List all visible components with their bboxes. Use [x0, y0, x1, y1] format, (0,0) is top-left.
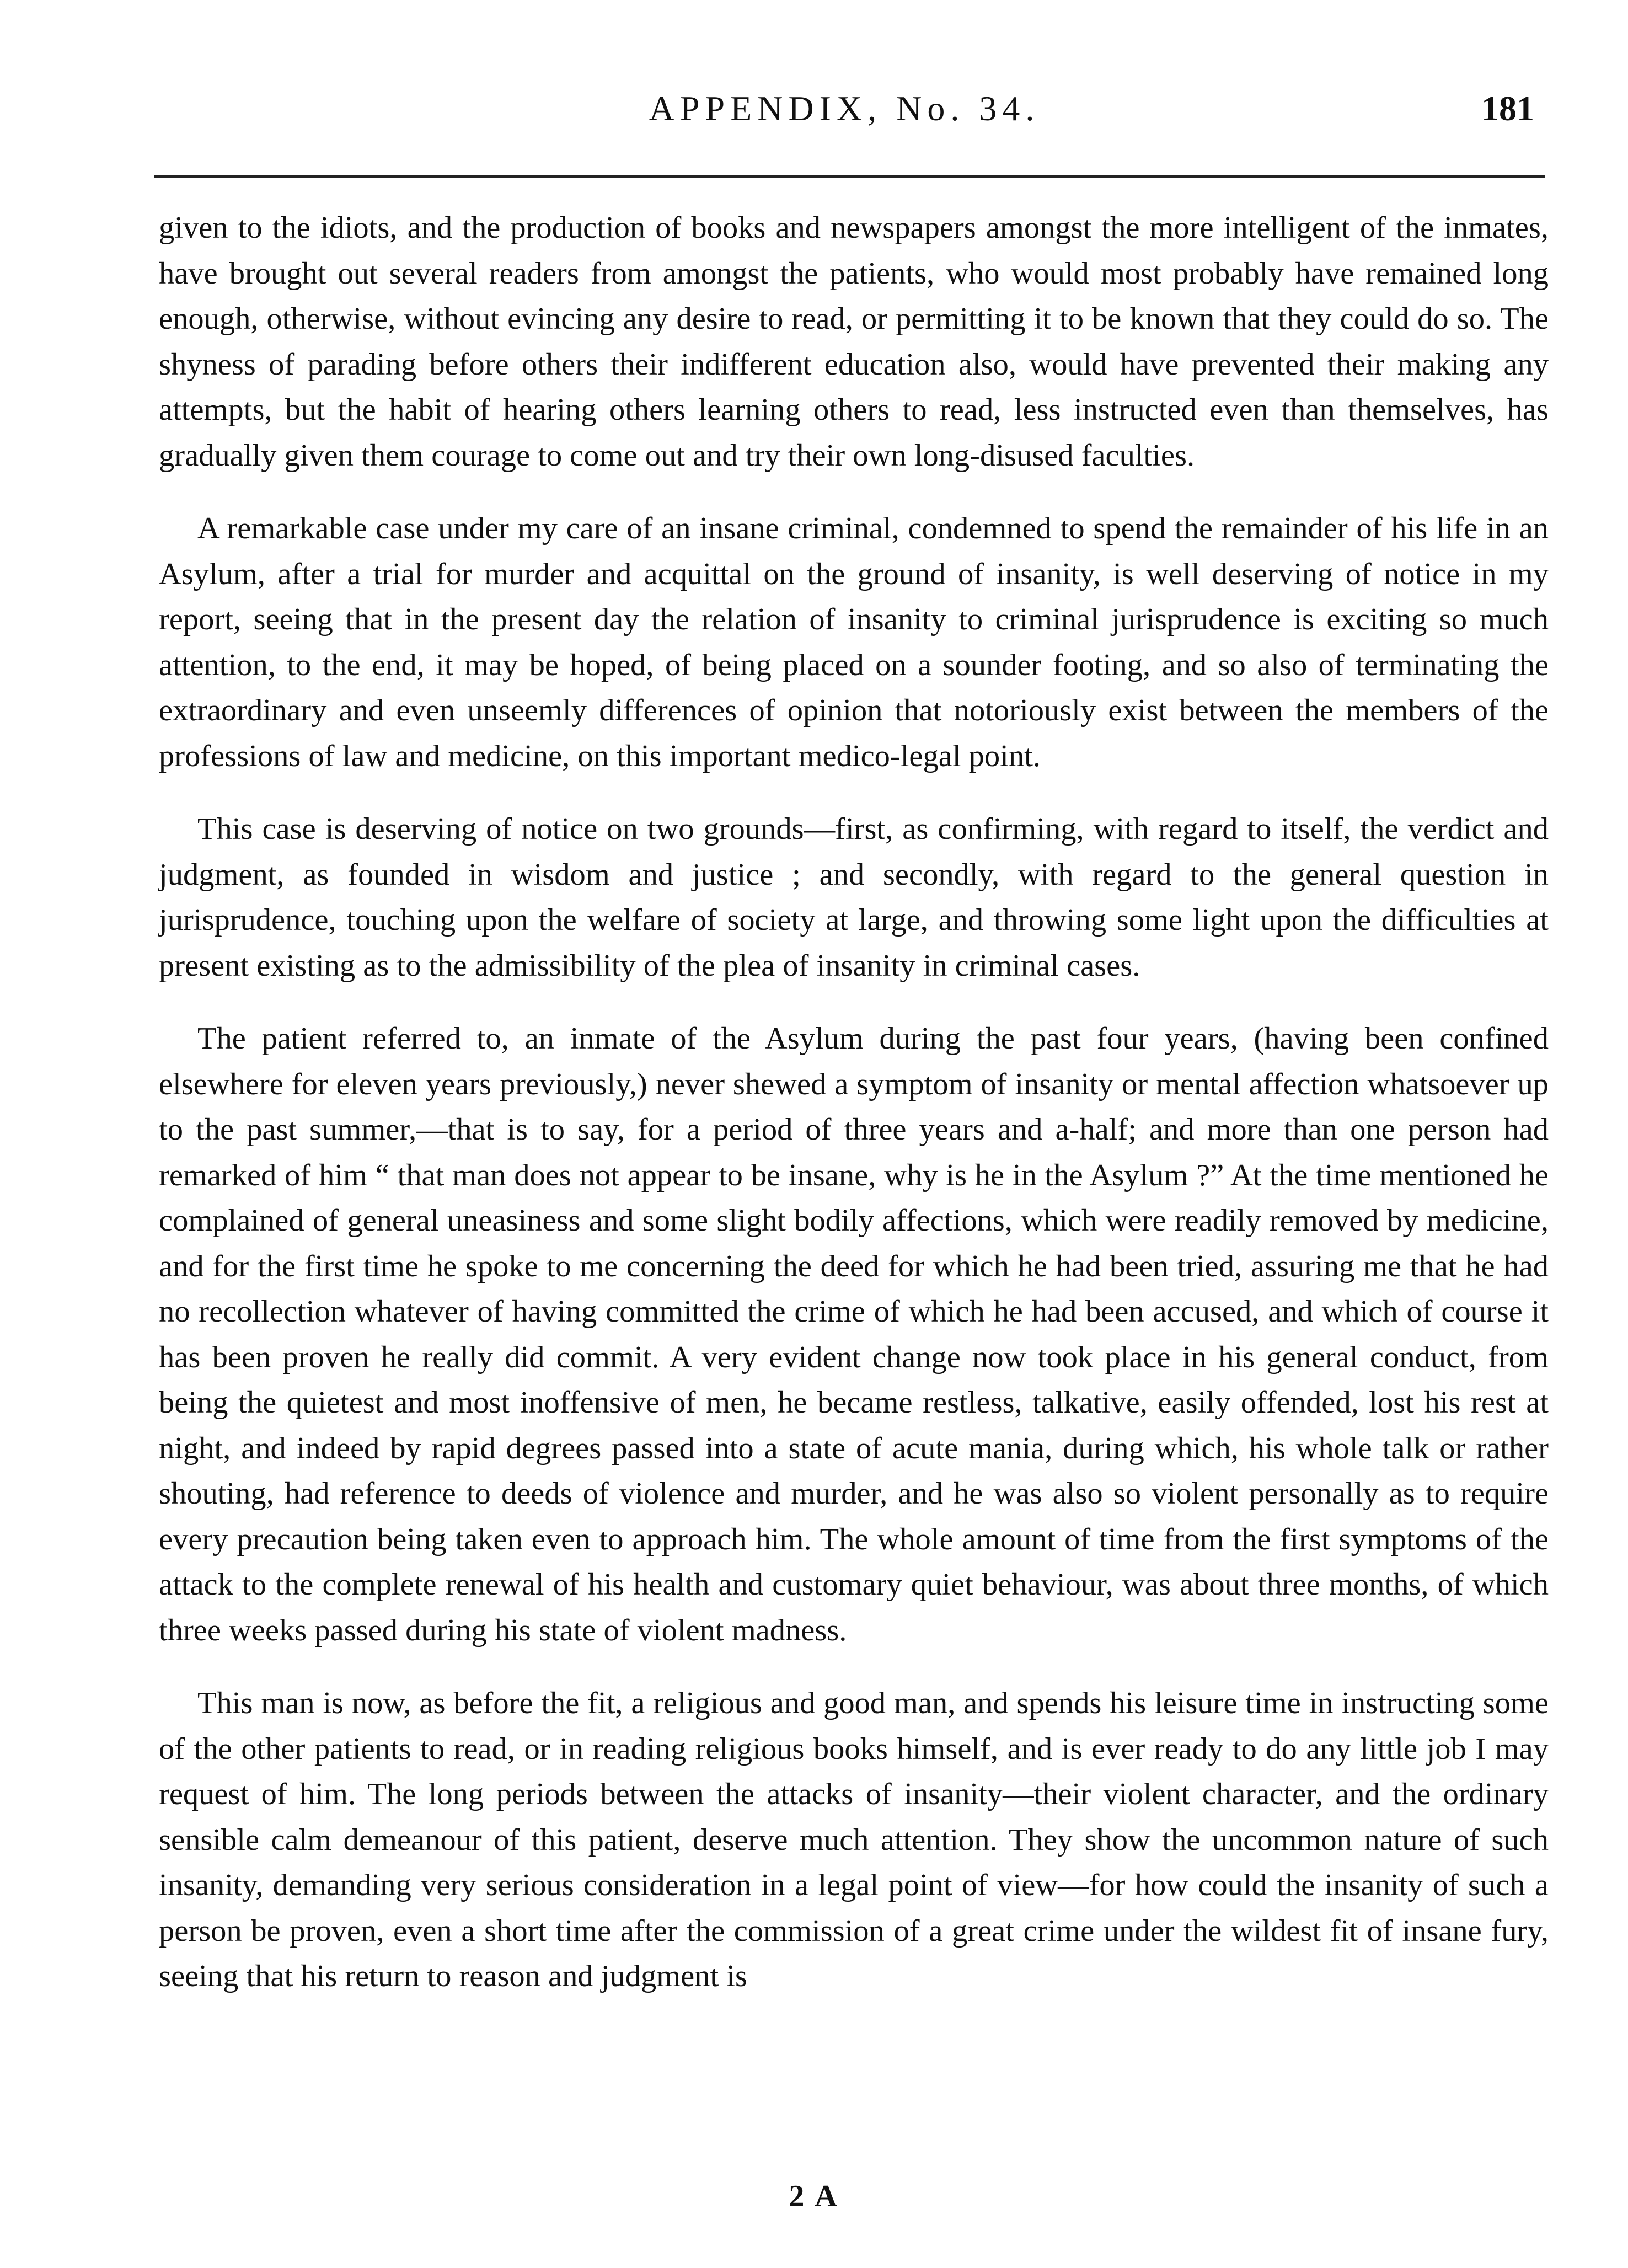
- header-rule: [154, 175, 1545, 178]
- running-head: [154, 77, 1534, 143]
- paragraph-remarkable-case: A remarkable case under my care of an insane criminal, condemned to spend the remainder of his life in an Asylum, after a trial for murder and acquittal on the ground of insanity, is well deserving of notice in my report, seeing that in the present day the relation of insanity to criminal jurisprudence is exciting so much attention, to the end, it may be hoped, of being placed on a sounder footing, and so also of terminating the extraordinary and even unseemly differences of opinion that notoriously exist between the members of the professions of law and medicine, on this important medico-legal point.: [159, 511, 1549, 773]
- page-number: 181: [1481, 89, 1534, 128]
- paragraph-current-state: This man is now, as before the fit, a religious and good man, and spends his leisure time in instructing some of the other patients to read, or in reading religious books himself, and is ever ready to do any little job I may request of him. The long periods between the attacks of insanity—their violent character, and the ordinary sensible calm demeanour of this patient, deserve much attention. They show the uncommon nature of such insanity, demanding very serious consideration in a legal point of view—for how could the insanity of such a person be proven, even a short time after the commission of a great crime under the wildest fit of insane fury, seeing that his return to reason and judgment is: [159, 1686, 1549, 1993]
- signature-mark: 2 A: [789, 2179, 839, 2213]
- body-text: [159, 205, 1549, 2027]
- page-title: APPENDIX, No. 34.: [649, 89, 1040, 128]
- paragraph-two-grounds: This case is deserving of notice on two grounds—first, as confirming, with regard to itself, the verdict and judgment, as founded in wisdom and justice ; and secondly, with regard to the general question in jurisprudence, touching upon the welfare of society at large, and throwing some light upon the difficulties at present existing as to the admissibility of the plea of insanity in criminal cases.: [159, 812, 1549, 983]
- paragraph-continuation: given to the idiots, and the production of books and newspapers amongst the more intelligent of the inmates, have brought out several readers from amongst the patients, who would most probably have remained long enough, otherwise, without evincing any desire to read, or permitting it to be known that they could do so. The shyness of parading before others their indifferent education also, would have prevented their making any attempts, but the habit of hearing others learning others to read, less instructed even than themselves, has gradually given them courage to come out and try their own long-disused faculties.: [159, 211, 1549, 473]
- paragraph-patient-history: The patient referred to, an inmate of the Asylum during the past four years, (having been confined elsewhere for eleven years previously,) never shewed a symptom of insanity or mental affection whatsoever up to the past summer,—that is to say, for a period of three years and a-half; and more than one person had remarked of him “ that man does not appear to be insane, why is he in the Asylum ?” At the time mentioned he complained of general uneasiness and some slight bodily affections, which were readily removed by medicine, and for the first time he spoke to me concerning the deed for which he had been tried, assuring me that he had no recollection whatever of having committed the crime of which he had been accused, and which of course it has been proven he really did commit. A very evident change now took place in his general conduct, from being the quietest and most inoffensive of men, he became restless, talkative, easily offended, lost his rest at night, and indeed by rapid degrees passed into a state of acute mania, during which, his whole talk or rather shouting, had reference to deeds of violence and murder, and he was also so violent personally as to require every precaution being taken even to approach him. The whole amount of time from the first symptoms of the attack to the complete renewal of his health and customary quiet behaviour, was about three months, of which three weeks passed during his state of violent madness.: [159, 1021, 1549, 1647]
